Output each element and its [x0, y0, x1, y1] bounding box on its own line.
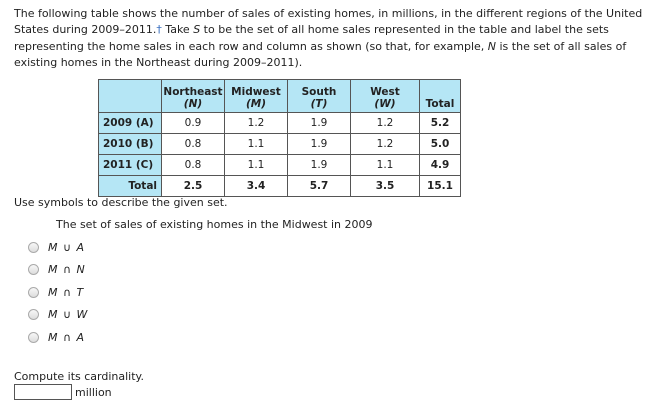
table-row [99, 155, 461, 176]
option-m-intersect-n[interactable] [28, 259, 88, 282]
set-s-symbol: S [193, 23, 201, 37]
option-m-union-w[interactable] [28, 304, 88, 327]
table-total-row [99, 176, 461, 197]
row-header-2009: 2009 (A) [99, 113, 162, 134]
row-header-total: Total [99, 176, 162, 197]
row-total-cell: 4.9 [420, 155, 461, 176]
answer-options [28, 236, 88, 349]
problem-intro [14, 6, 659, 71]
column-total-cell: 2.5 [162, 176, 225, 197]
option-m-union-a[interactable] [28, 236, 88, 259]
cardinality-input[interactable] [14, 384, 72, 400]
column-header-west: West (W) [351, 80, 420, 113]
option-label: M ∪ A [48, 240, 86, 254]
intro-text-1: The following table shows the number of sales of existing homes, in millions, in the different regions of the United States during 2009–2011. [14, 7, 643, 37]
option-m-intersect-a[interactable] [28, 326, 88, 349]
table-cell: 1.2 [351, 113, 420, 134]
row-total-cell: 5.2 [420, 113, 461, 134]
column-header-total: Total [420, 80, 461, 113]
table-row [99, 113, 461, 134]
unit-label: million [75, 385, 112, 399]
table-cell: 0.9 [162, 113, 225, 134]
grand-total-cell: 15.1 [420, 176, 461, 197]
intro-text-4: is the set of all sales of existing homes in the Northeast during 2009–2011). [14, 39, 627, 69]
table-cell: 1.1 [351, 155, 420, 176]
question-text: The set of sales of existing homes in the Midwest in 2009 [56, 218, 373, 231]
table-header-row [99, 80, 461, 113]
table-cell: 1.2 [351, 134, 420, 155]
option-label: M ∪ W [48, 308, 89, 322]
table-cell: 1.9 [288, 113, 351, 134]
table-cell: 1.2 [225, 113, 288, 134]
table-corner-cell [99, 80, 162, 113]
radio-button[interactable] [28, 287, 39, 298]
option-label: M ∩ N [48, 263, 86, 277]
footnote-link[interactable]: † [156, 23, 162, 37]
row-header-2010: 2010 (B) [99, 134, 162, 155]
set-n-symbol: N [487, 39, 496, 53]
option-label: M ∩ T [48, 285, 85, 299]
cardinality-answer-row [14, 384, 112, 400]
radio-button[interactable] [28, 242, 39, 253]
table-cell: 0.8 [162, 134, 225, 155]
column-header-south: South (T) [288, 80, 351, 113]
table-cell: 1.9 [288, 134, 351, 155]
column-total-cell: 3.4 [225, 176, 288, 197]
radio-button[interactable] [28, 264, 39, 275]
table-cell: 1.1 [225, 155, 288, 176]
home-sales-table [98, 79, 461, 197]
table-cell: 1.9 [288, 155, 351, 176]
column-header-midwest: Midwest (M) [225, 80, 288, 113]
table-row [99, 134, 461, 155]
table-cell: 0.8 [162, 155, 225, 176]
option-m-intersect-t[interactable] [28, 281, 88, 304]
table-cell: 1.1 [225, 134, 288, 155]
row-header-2011: 2011 (C) [99, 155, 162, 176]
column-total-cell: 3.5 [351, 176, 420, 197]
option-label: M ∩ A [48, 330, 86, 344]
column-total-cell: 5.7 [288, 176, 351, 197]
radio-button[interactable] [28, 332, 39, 343]
column-header-northeast: Northeast (N) [162, 80, 225, 113]
cardinality-prompt: Compute its cardinality. [14, 370, 144, 383]
intro-text-3: to be the set of all home sales represented in the table and label the sets representing the home sales in each row and column as shown (so that, for example, [14, 23, 609, 53]
radio-button[interactable] [28, 309, 39, 320]
intro-text-2: Take [161, 23, 194, 37]
row-total-cell: 5.0 [420, 134, 461, 155]
instruction-text: Use symbols to describe the given set. [14, 196, 228, 209]
